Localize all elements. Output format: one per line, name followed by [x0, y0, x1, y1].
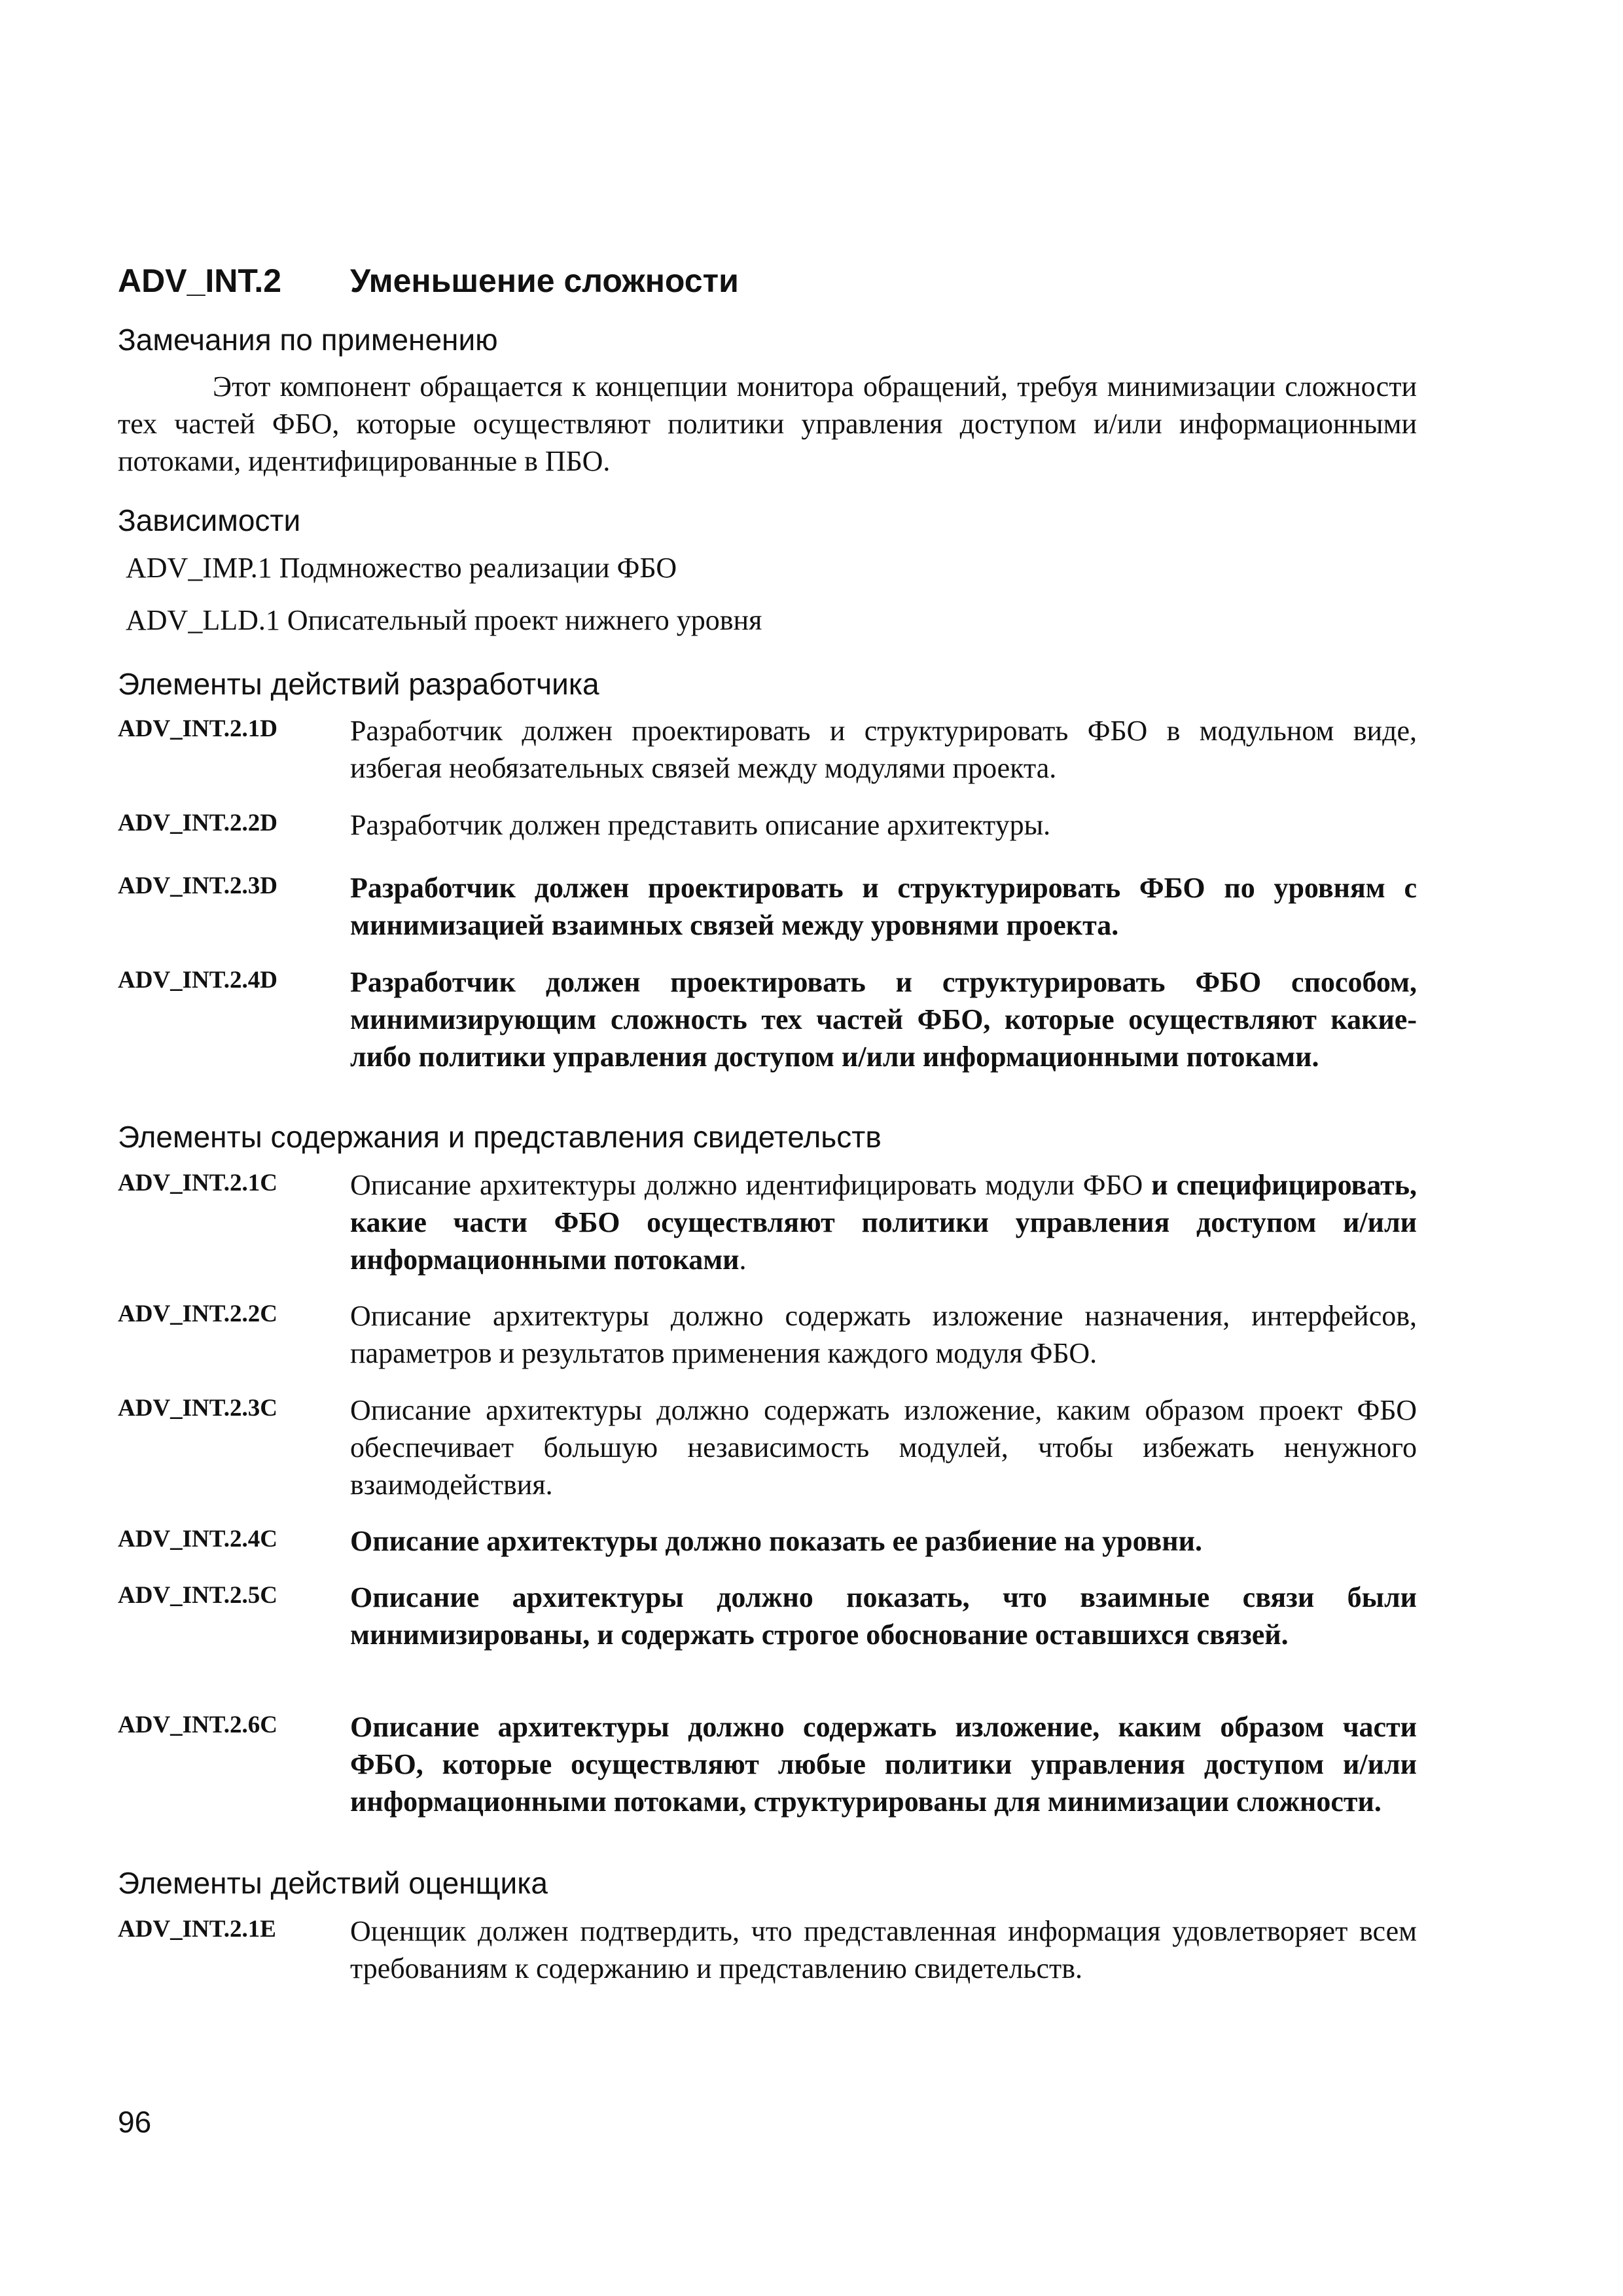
requirement-text: Описание архитектуры должно показать, что взаимные связи были минимизированы, и содержать строгое обоснование оставшихся связей. — [350, 1581, 1417, 1651]
requirement-text-end: . — [739, 1244, 747, 1276]
requirement-text-plain: Описание архитектуры должно идентифицировать модули ФБО — [350, 1169, 1152, 1201]
app-notes-text: Этот компонент обращается к концепции монитора обращений, требуя минимизации сложности тех частей ФБО, которые осуществляют политики управления доступом и/или информационными потоками, идентифицированные в ПБО. — [118, 370, 1417, 477]
requirement-text — [350, 1166, 1417, 1278]
requirement-id: ADV_INT.2.2C — [118, 1300, 277, 1327]
evaluator-heading: Элементы действий оценщика — [118, 1866, 548, 1900]
requirement-text: Разработчик должен представить описание архитектуры. — [350, 809, 1051, 841]
requirement-item — [118, 1708, 1417, 1820]
dependency-item: ADV_IMP.1 Подмножество реализации ФБО — [126, 552, 677, 584]
requirement-item — [118, 1912, 1417, 1987]
requirement-item — [118, 963, 1417, 1075]
requirement-id: ADV_INT.2.4D — [118, 967, 277, 994]
requirement-item — [118, 1166, 1417, 1278]
dependency-item: ADV_LLD.1 Описательный проект нижнего уровня — [126, 604, 762, 636]
app-notes-heading: Замечания по применению — [118, 323, 498, 357]
dependencies-heading: Зависимости — [118, 503, 301, 537]
requirement-item — [118, 869, 1417, 944]
requirement-text-bold: и специфицировать, какие части ФБО осуществляют политики управления доступом и/или информационными потоками — [350, 1169, 1417, 1276]
requirement-id: ADV_INT.2.4C — [118, 1526, 277, 1552]
requirement-text: Разработчик должен проектировать и структурировать ФБО по уровням с минимизацией взаимных связей между уровнями проекта. — [350, 872, 1417, 941]
requirement-id: ADV_INT.2.1C — [118, 1170, 277, 1196]
page-number: 96 — [118, 2105, 152, 2139]
requirement-id: ADV_INT.2.3C — [118, 1395, 277, 1422]
requirement-item — [118, 1297, 1417, 1372]
requirement-id: ADV_INT.2.1D — [118, 715, 277, 742]
requirement-id: ADV_INT.2.3D — [118, 872, 277, 899]
requirement-text: Разработчик должен проектировать и структурировать ФБО в модульном виде, избегая необязательных связей между модулями проекта. — [350, 715, 1417, 784]
requirement-text: Описание архитектуры должно содержать изложение, каким образом части ФБО, которые осуществляют любые политики управления доступом и/или информационными потоками, структурированы для минимизации сложности. — [350, 1711, 1417, 1818]
requirement-text: Описание архитектуры должно показать ее разбиение на уровни. — [350, 1525, 1202, 1557]
component-title: Уменьшение сложности — [350, 262, 739, 299]
requirement-item — [118, 712, 1417, 787]
content-heading: Элементы содержания и представления свидетельств — [118, 1120, 882, 1154]
requirement-id: ADV_INT.2.5C — [118, 1582, 277, 1609]
requirement-item — [118, 806, 1417, 844]
developer-heading: Элементы действий разработчика — [118, 667, 599, 701]
component-heading — [118, 262, 739, 300]
requirement-text: Оценщик должен подтвердить, что представленная информация удовлетворяет всем требованиям к содержанию и представлению свидетельств. — [350, 1915, 1417, 1984]
requirement-item — [118, 1522, 1417, 1560]
requirement-id: ADV_INT.2.1E — [118, 1916, 276, 1943]
requirement-text: Описание архитектуры должно содержать изложение назначения, интерфейсов, параметров и результатов применения каждого модуля ФБО. — [350, 1300, 1417, 1369]
requirement-text: Разработчик должен проектировать и структурировать ФБО способом, минимизирующим сложность тех частей ФБО, которые осуществляют какие-либо политики управления доступом и/или информационными потоками. — [350, 966, 1417, 1073]
requirement-id: ADV_INT.2.2D — [118, 810, 277, 836]
requirement-item — [118, 1391, 1417, 1503]
requirement-text: Описание архитектуры должно содержать изложение, каким образом проект ФБО обеспечивает большую независимость модулей, чтобы избежать ненужного взаимодействия. — [350, 1394, 1417, 1501]
requirement-id: ADV_INT.2.6C — [118, 1712, 277, 1738]
component-id: ADV_INT.2 — [118, 262, 282, 299]
requirement-item — [118, 1579, 1417, 1653]
